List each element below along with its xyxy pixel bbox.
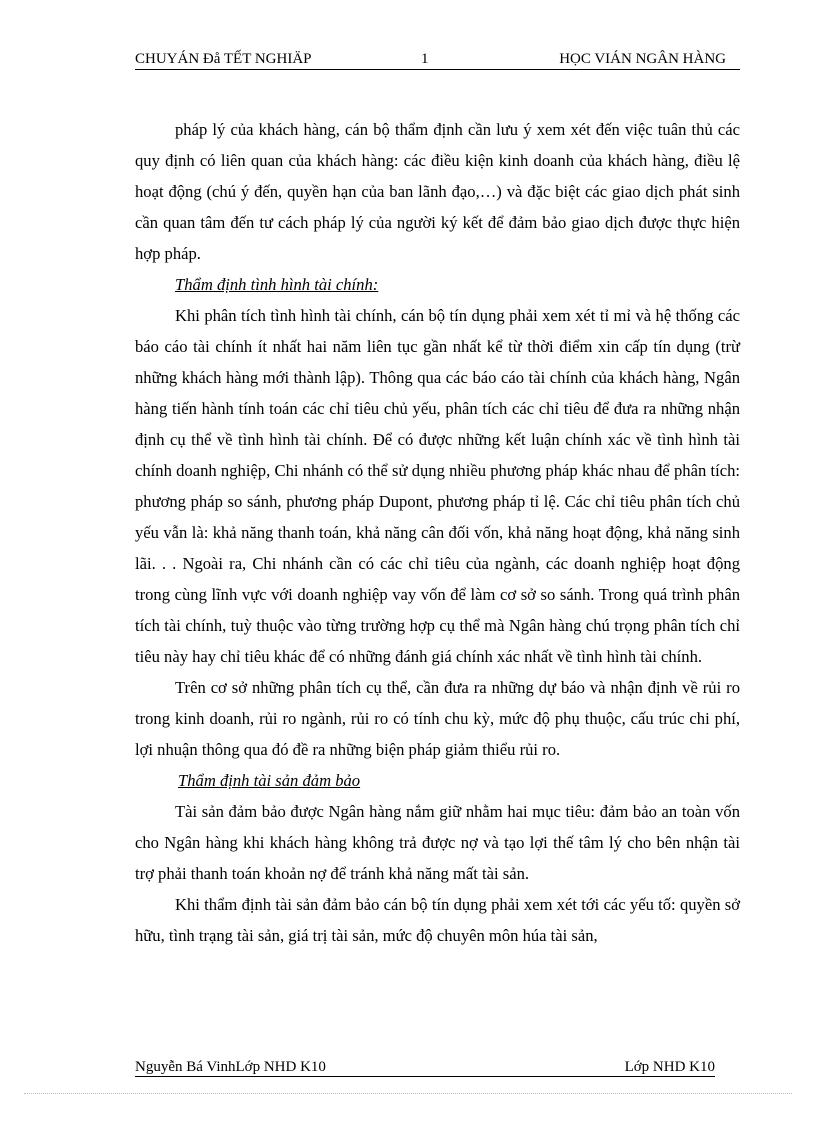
section-heading-financial: Thẩm định tình hình tài chính: bbox=[175, 275, 379, 294]
footer-author: Nguyễn Bá VinhLớp NHD K10 bbox=[135, 1059, 326, 1075]
page-boundary-divider bbox=[24, 1093, 792, 1094]
paragraph-collateral-factors: Khi thẩm định tài sản đảm bảo cán bộ tín dụng phải xem xét tới các yếu tố: quyền sở hữu, tình trạng tài sản, giá trị tài sản, mức độ chuyên môn húa tài sản, bbox=[135, 895, 740, 945]
paragraph-risk-forecast: Trên cơ sở những phân tích cụ thể, cần đưa ra những dự báo và nhận định về rủi ro trong kinh doanh, rủi ro ngành, rủi ro có tính chu kỳ, mức độ phụ thuộc, cấu trúc chi phí, lợi nhuận thông qua đó đề ra những biện pháp giảm thiểu rủi ro. bbox=[135, 678, 740, 759]
document-body bbox=[135, 114, 740, 951]
paragraph-legal: pháp lý của khách hàng, cán bộ thẩm định cần lưu ý xem xét đến việc tuân thủ các quy định có liên quan của khách hàng: các điều kiện kinh doanh của khách hàng, điều lệ hoạt động (chú ý đến, quyền hạn của ban lãnh đạo,…) và đặc biệt các giao dịch phát sinh cần quan tâm đến tư cách pháp lý của người ký kết để đảm bảo giao dịch được thực hiện hợp pháp. bbox=[135, 120, 740, 263]
paragraph-collateral-purpose: Tài sản đảm bảo được Ngân hàng nắm giữ nhằm hai mục tiêu: đảm bảo an toàn vốn cho Ngân hàng khi khách hàng không trả được nợ và tạo lợi thế tâm lý cho bên nhận tài trợ phải thanh toán khoản nợ để tránh khả năng mất tài sản. bbox=[135, 802, 740, 883]
section-heading-collateral: Thẩm định tài sản đảm bảo bbox=[178, 771, 361, 790]
header-institution: HỌC VIÁN NGÂN HÀNG bbox=[559, 51, 726, 67]
footer-class: Lớp NHD K10 bbox=[624, 1059, 715, 1075]
page-number: 1 bbox=[421, 51, 429, 67]
page-footer bbox=[135, 1058, 715, 1077]
page-header bbox=[135, 49, 740, 70]
header-title: CHUYÁN Đå TẾT NGHIÄP bbox=[135, 51, 312, 67]
paragraph-financial-analysis: Khi phân tích tình hình tài chính, cán bộ tín dụng phải xem xét tỉ mỉ và hệ thống các báo cáo tài chính ít nhất hai năm liên tục gần nhất kể từ thời điểm xin cấp tín dụng (trừ những khách hàng mới thành lập). Thông qua các báo cáo tài chính của khách hàng, Ngân hàng tiến hành tính toán các chỉ tiêu chủ yếu, phân tích các chỉ tiêu để đưa ra những nhận định cụ thể về tình hình tài chính. Để có được những kết luận chính xác về tình hình tài chính doanh nghiệp, Chi nhánh có thể sử dụng nhiều phương pháp khác nhau để phân tích: phương pháp so sánh, phương pháp Dupont, phương pháp tỉ lệ. Các chỉ tiêu phân tích chủ yếu vẫn là: khả năng thanh toán, khả năng cân đối vốn, khả năng hoạt động, khả năng sinh lãi. . . Ngoài ra, Chi nhánh cần có các chỉ tiêu của ngành, các doanh nghiệp hoạt động trong cùng lĩnh vực với doanh nghiệp vay vốn để làm cơ sở so sánh. Trong quá trình phân tích tài chính, tuỳ thuộc vào từng trường hợp cụ thể mà Ngân hàng chú trọng phân tích chỉ tiêu này hay chỉ tiêu khác để có những đánh giá chính xác nhất về tình hình tài chính. bbox=[135, 306, 740, 666]
